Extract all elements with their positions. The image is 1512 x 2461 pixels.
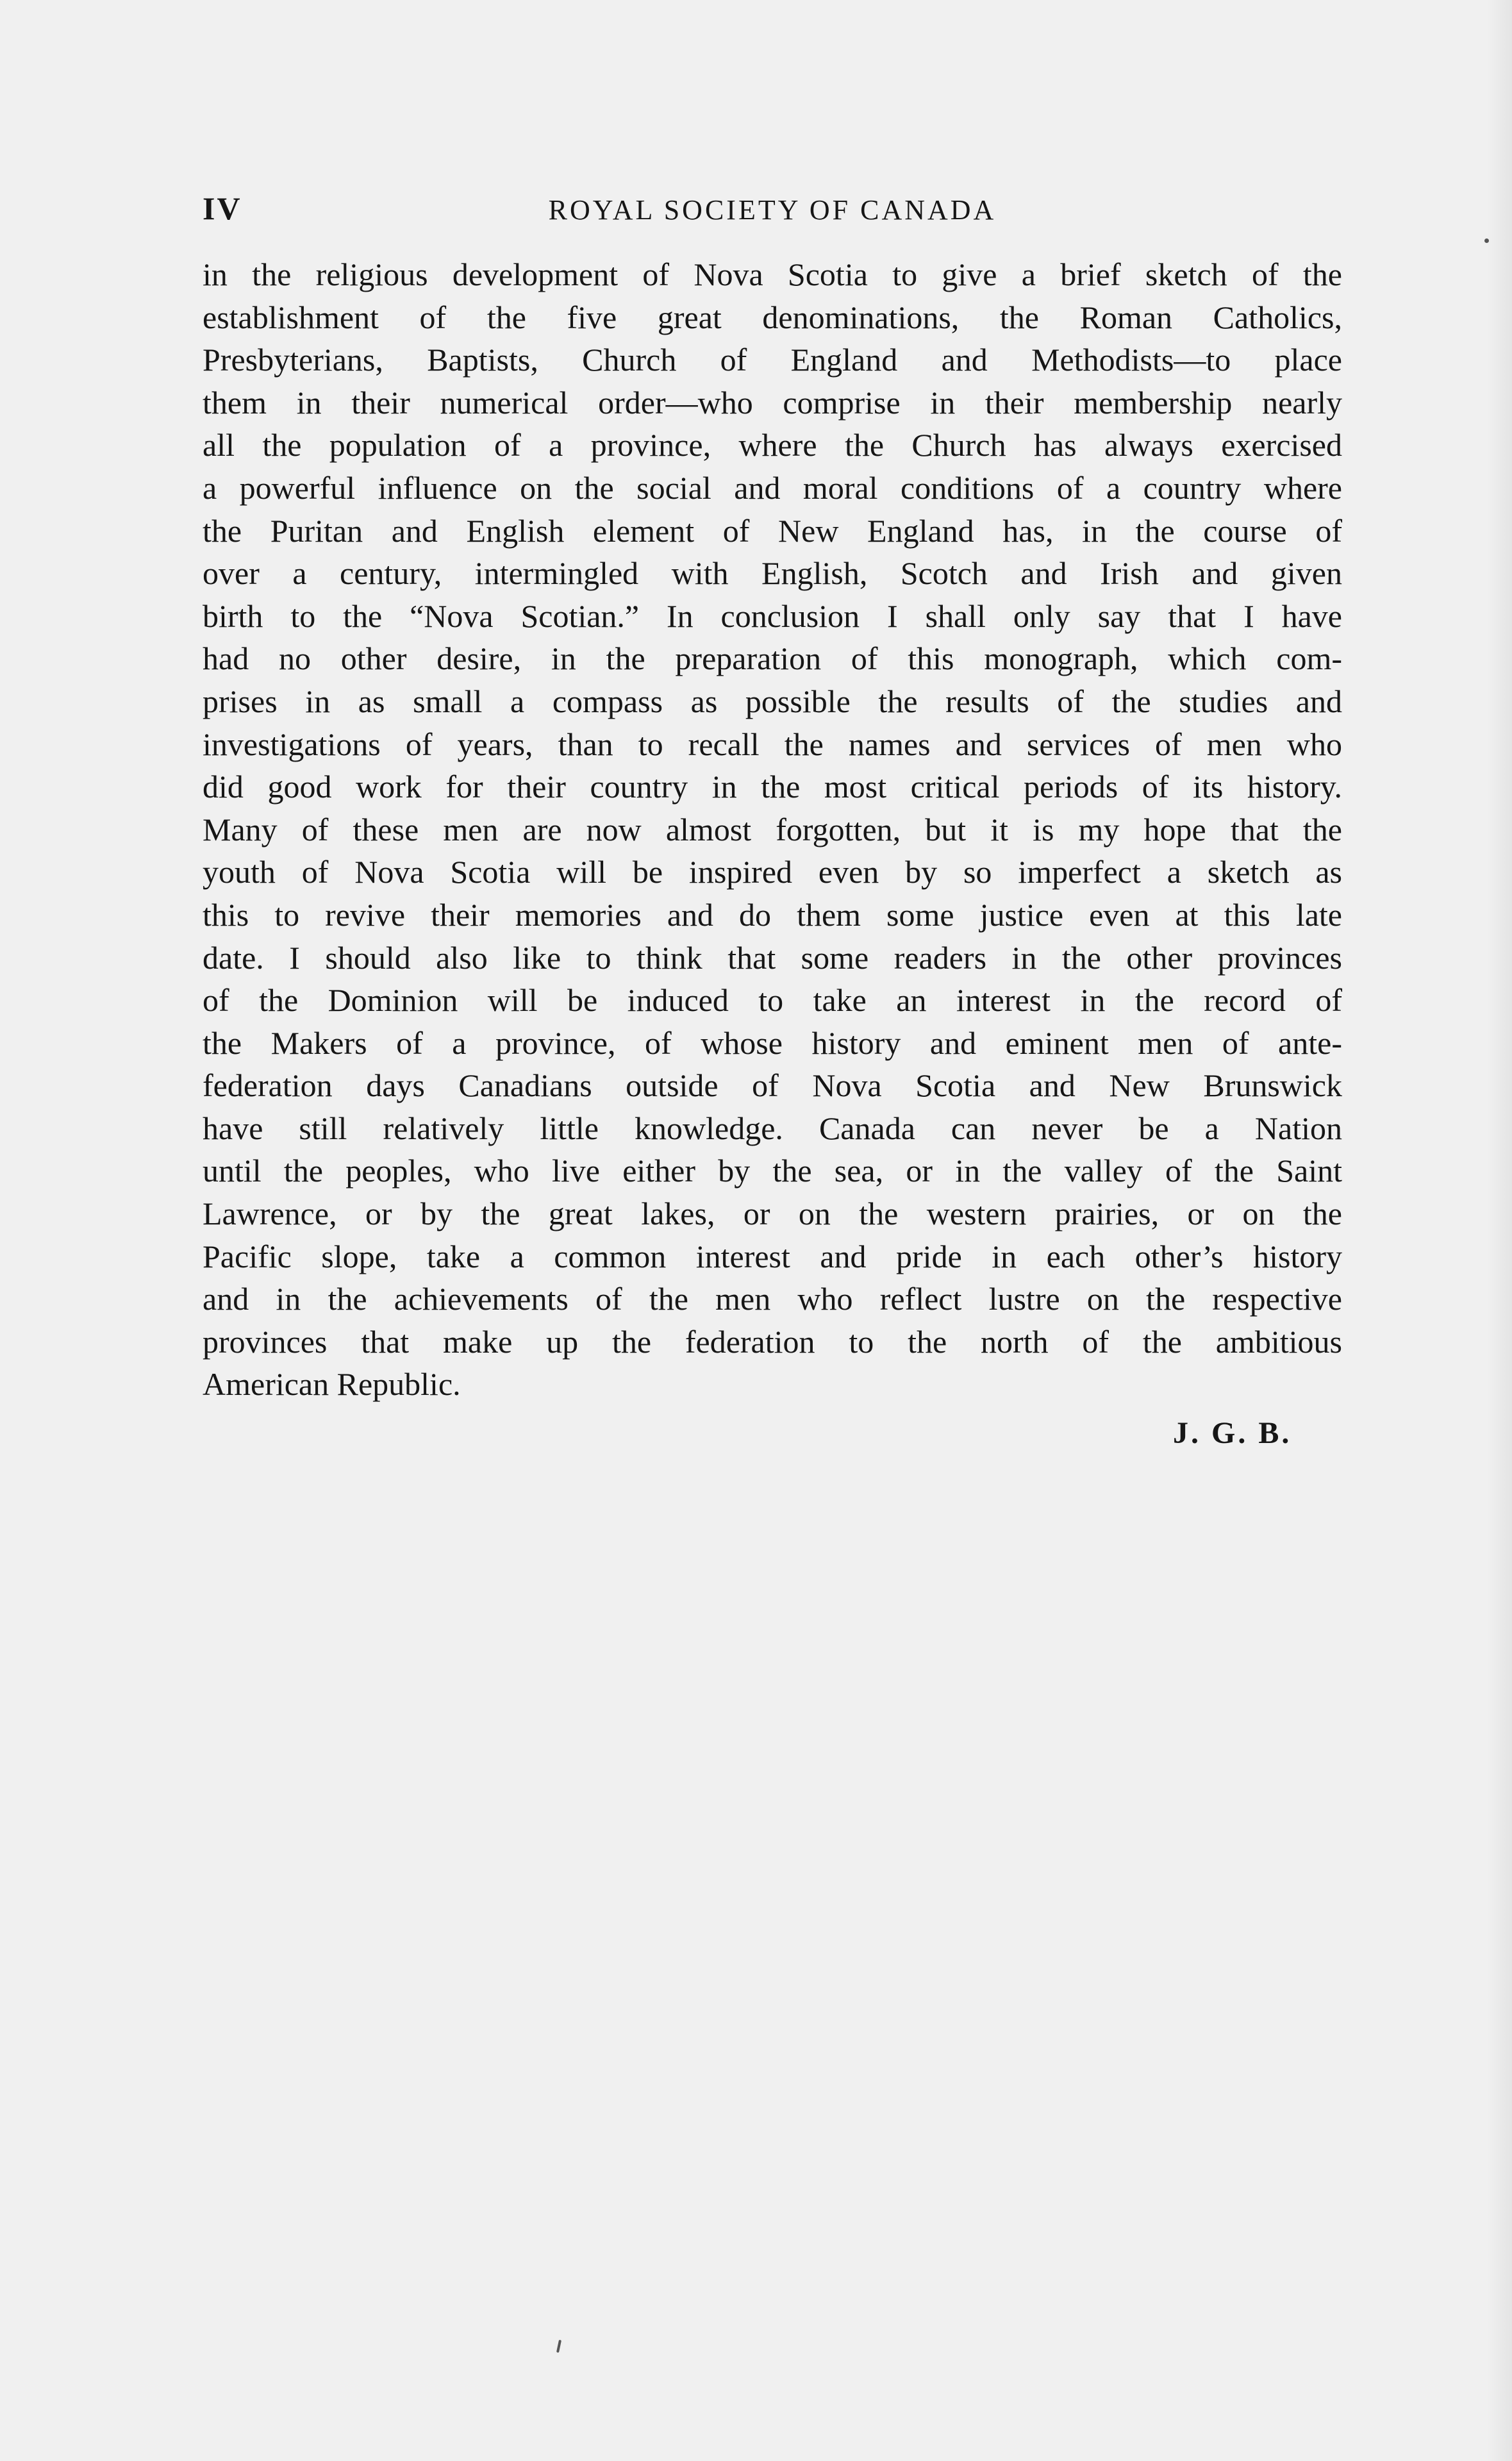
text-line: the Makers of a province, of whose history and eminent men of ante- [203,1024,1342,1061]
page-number: IV [203,190,242,226]
text-line: Many of these men are now almost forgotten, but it is my hope that the [203,811,1342,847]
text-line: youth of Nova Scotia will be inspired even by so imperfect a sketch as [203,854,1342,890]
text-line: Lawrence, or by the great lakes, or on the western prairies, or on the [203,1196,1342,1232]
text-line: over a century, intermingled with English, Scotch and Irish and given [203,555,1342,592]
text-line: and in the achievements of the men who reflect lustre on the respective [203,1281,1342,1317]
page-edge-shadow [1486,0,1512,2461]
text-line: American Republic. [203,1366,461,1403]
text-line: Presbyterians, Baptists, Church of England and Methodists—to place [203,342,1342,378]
page-header [203,190,1342,235]
text-line: had no other desire, in the preparation of this monograph, which com- [203,640,1342,677]
text-line: have still relatively little knowledge. Canada can never be a Nation [203,1110,1342,1146]
text-line: this to revive their memories and do them some justice even at this late [203,896,1342,933]
text-line: establishment of the five great denominations, the Roman Catholics, [203,299,1342,335]
text-line: Pacific slope, take a common interest and pride in each other’s history [203,1238,1342,1274]
text-line: of the Dominion will be induced to take an interest in the record of [203,982,1342,1019]
text-line: them in their numerical order—who comprise in their membership nearly [203,384,1342,421]
text-line: prises in as small a compass as possible the results of the studies and [203,683,1342,719]
text-line: investigations of years, than to recall the names and services of men who [203,726,1342,762]
text-line: all the population of a province, where the Church has always exercised [203,427,1342,463]
scan-speck [556,2340,561,2353]
running-head: ROYAL SOCIETY OF CANADA [548,194,997,226]
text-line: did good work for their country in the most critical periods of its history. [203,769,1342,805]
body-paragraph [203,253,1342,1406]
text-line: a powerful influence on the social and moral conditions of a country where [203,469,1342,506]
text-line: until the peoples, who live either by the sea, or in the valley of the Saint [203,1153,1342,1189]
text-line: birth to the “Nova Scotian.” In conclusion I shall only say that I have [203,597,1342,634]
text-line: the Puritan and English element of New England has, in the course of [203,512,1342,549]
text-line: date. I should also like to think that some readers in the other provinces [203,939,1342,976]
text-line: provinces that make up the federation to the north of the ambitious [203,1323,1342,1360]
text-line: in the religious development of Nova Scotia to give a brief sketch of the [203,256,1342,292]
text-line: federation days Canadians outside of Nova Scotia and New Brunswick [203,1067,1342,1104]
author-initials: J. G. B. [1173,1416,1292,1450]
